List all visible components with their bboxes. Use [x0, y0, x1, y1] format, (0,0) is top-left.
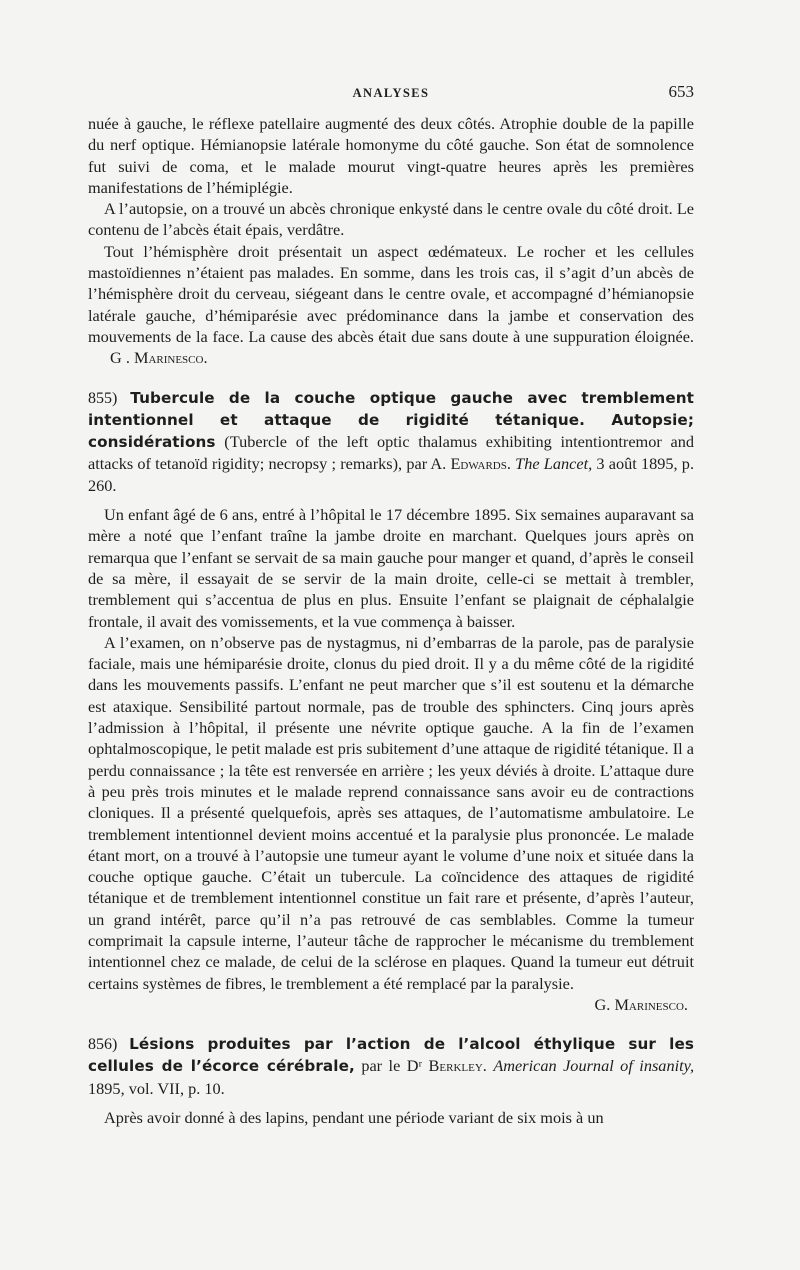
- reference-journal: The Lancet,: [515, 454, 593, 474]
- paragraph-text: Tout l’hémisphère droit présentait un aspect œdémateux. Le rocher et les cellules mastoïdiennes n’étaient pas malades. En somme, dans les trois cas, il s’agit d’un abcès de l’hémisphère droit du cerveau, siégeant dans le centre ovale, et accompagné d’hémianopsie latérale gauche, d’hémiparésie avec prédominance dans la jambe et conservation des mouvements de la face. La cause des abcès était due sans doute à une suppuration éloignée.: [88, 241, 694, 346]
- signature: G . Marinesco.: [110, 348, 208, 368]
- entry-855-heading: [88, 387, 694, 496]
- reference-author: Berkley.: [428, 1056, 487, 1076]
- paragraph: Un enfant âgé de 6 ans, entré à l’hôpital le 17 décembre 1895. Six semaines auparavant sa mère a noté que l’enfant traîne la jambe droite en marchant. Quelques jours après on remarqua que l’enfant se servait de sa main gauche pour manger et quand, d’après le conseil de sa mère, il essayait de se servir de la main droite, celle-ci se mettait à trembler, tremblement qui s’accentua de plus en plus. Ensuite l’enfant se plaignait de céphalalgie frontale, il avait des vomissements, et la vue commença à baisser.: [88, 505, 694, 631]
- entry-title: Lésions produites par l’action de l’alcool éthylique sur les cellules de l’écorce cérébrale,: [88, 1035, 694, 1076]
- reference-journal: American Journal of insanity,: [493, 1056, 695, 1076]
- signature: G. Marinesco.: [594, 994, 688, 1014]
- paragraph: A l’examen, on n’observe pas de nystagmus, ni d’embarras de la parole, pas de paralysie faciale, mais une hémiparésie droite, clonus du pied droit. Il y a du même côté de la rigidité dans les mouvements passifs. L’enfant ne peut marcher que s’il est soutenu et la démarche est ataxique. Sensibilité partout normale, pas de trouble des sphincters. Cinq jours après l’admission à l’hôpital, il présente une névrite optique gauche. A la fin de l’examen ophtalmoscopique, le petit malade est pris subitement d’une attaque de rigidité tétanique. Il a perdu connaissance ; la tête est renversée en arrière ; les yeux déviés à droite. L’attaque dure à peu près trois minutes et le malade reprend connaissance sans avoir eu de contractions cloniques. Il a présenté quelquefois, après ses attaques, de l’automatisme ambulatoire. Le tremblement intentionnel devient moins accentué et la paralysie plus prononcée. Le malade étant mort, on a trouvé à l’autopsie une tumeur ayant le volume d’une noix et située dans la couche optique gauche. C’était un tubercule. La coïncidence des attaques de rigidité tétanique et de tremblement intentionnel constitue un fait rare et présente, d’après l’auteur, un grand intérêt, parce qu’il n’a pas retrouvé de cas semblables. Comme la tumeur comprimait la capsule interne, l’auteur tâche de rapprocher le mécanisme du tremblement intentionnel chez ce malade, de celui de la sclérose en plaques. Quand la tumeur eut détruit certains systèmes de fibres, le tremblement a été remplacé par la paralysie.: [88, 632, 694, 993]
- reference-text: par le: [361, 1056, 401, 1076]
- reference-author: Edwards.: [450, 454, 511, 474]
- text-block: [88, 113, 694, 1128]
- entry-number: 856): [88, 1036, 118, 1054]
- paragraph: nuée à gauche, le réflexe patellaire augmenté des deux côtés. Atrophie double de la papille du nerf optique. Hémianopsie latérale homonyme du côté gauche. Son état de somnolence fut suivi de coma, et le malade mourut vingt-quatre heures après les premières manifestations de l’hémiplégie.: [88, 114, 694, 197]
- running-title: ANALYSES: [352, 86, 430, 100]
- reference-details: 3 août 1895, p. 260.: [88, 454, 695, 495]
- entry-856-heading: [88, 1033, 694, 1099]
- reference-title: Dʳ: [406, 1056, 423, 1076]
- reference-details: 1895, vol. VII, p. 10.: [88, 1078, 225, 1098]
- entry-title: Tubercule de la couche optique gauche avec tremblement intentionnel et attaque de rigidité tétanique. Autopsie; considérations: [88, 388, 694, 452]
- paragraph: A l’autopsie, on a trouvé un abcès chronique enkysté dans le centre ovale du côté droit. Le contenu de l’abcès était épais, verdâtre.: [88, 199, 694, 240]
- page-number: 653: [668, 82, 694, 101]
- paragraph: [88, 241, 694, 369]
- running-head: [88, 82, 694, 104]
- reference-text: (Tubercle of the left optic thalamus exhibiting intentiontremor and attacks of tetanoïd rigidity; necropsy ; remarks), par A.: [88, 432, 694, 474]
- paragraph: Après avoir donné à des lapins, pendant une période variant de six mois à un: [104, 1108, 604, 1128]
- entry-number: 855): [88, 389, 118, 407]
